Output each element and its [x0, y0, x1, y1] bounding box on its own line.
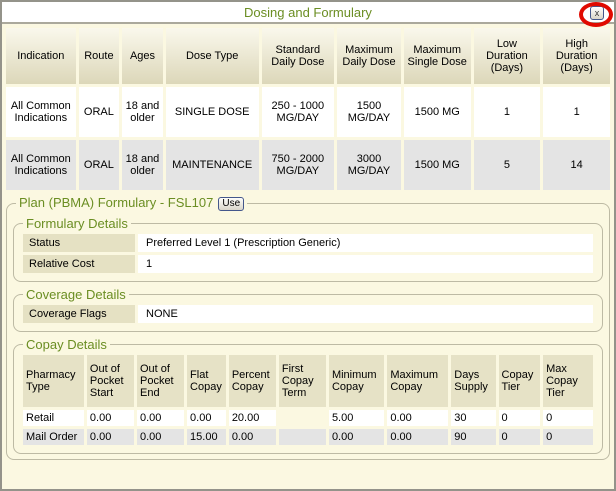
dosing-column-header: Standard Daily Dose	[262, 28, 335, 84]
dosing-column-header: Indication	[6, 28, 76, 84]
formulary-details-legend: Formulary Details	[26, 216, 128, 231]
copay-column-header: Minimum Copay	[329, 355, 384, 407]
dosing-column-header: Ages	[122, 28, 163, 84]
formulary-details-table	[20, 231, 596, 276]
cell: 5	[474, 140, 541, 190]
plan-formulary-legend	[16, 195, 247, 211]
copay-column-header: Percent Copay	[229, 355, 276, 407]
copay-table	[20, 352, 596, 448]
formulary-details-fieldset	[13, 216, 603, 282]
row-value: NONE	[138, 305, 593, 323]
cell: 0	[499, 410, 541, 426]
coverage-detail-row	[23, 305, 593, 323]
cell: 5.00	[329, 410, 384, 426]
cell: 0.00	[329, 429, 384, 445]
row-value: 1	[138, 255, 593, 273]
cell: Mail Order	[23, 429, 84, 445]
content-area	[2, 24, 614, 461]
copay-table-row	[23, 410, 593, 426]
cell: 0.00	[87, 410, 134, 426]
dosing-table-header-row	[6, 28, 610, 84]
cell: 1500 MG	[404, 87, 471, 137]
copay-column-header: Pharmacy Type	[23, 355, 84, 407]
page-title: Dosing and Formulary	[244, 5, 372, 20]
cell: 0.00	[229, 429, 276, 445]
cell: 0	[499, 429, 541, 445]
row-value: Preferred Level 1 (Prescription Generic)	[138, 234, 593, 252]
cell: 15.00	[187, 429, 226, 445]
cell: 0.00	[87, 429, 134, 445]
formulary-detail-row	[23, 234, 593, 252]
copay-column-header: Copay Tier	[499, 355, 541, 407]
close-icon: x	[594, 7, 600, 18]
cell	[279, 429, 326, 445]
cell: MAINTENANCE	[166, 140, 259, 190]
dosing-table-body	[6, 87, 610, 190]
cell: SINGLE DOSE	[166, 87, 259, 137]
cell: 3000 MG/DAY	[337, 140, 401, 190]
copay-details-fieldset	[13, 337, 603, 454]
cell: 0	[543, 429, 593, 445]
formulary-detail-row	[23, 255, 593, 273]
copay-column-header: Days Supply	[451, 355, 495, 407]
plan-formulary-title: Plan (PBMA) Formulary - FSL107	[19, 195, 214, 210]
cell: 0.00	[387, 429, 448, 445]
use-button[interactable]: Use	[218, 197, 244, 211]
cell: Retail	[23, 410, 84, 426]
dosing-column-header: High Duration (Days)	[543, 28, 610, 84]
coverage-details-fieldset	[13, 287, 603, 332]
cell: 1500 MG/DAY	[337, 87, 401, 137]
dosing-column-header: Maximum Daily Dose	[337, 28, 401, 84]
dosing-table	[3, 25, 613, 193]
cell: 0.00	[137, 429, 184, 445]
cell: All Common Indications	[6, 87, 76, 137]
cell: ORAL	[79, 140, 120, 190]
cell: ORAL	[79, 87, 120, 137]
cell: 0	[543, 410, 593, 426]
dosing-table-row	[6, 140, 610, 190]
row-label: Relative Cost	[23, 255, 135, 273]
titlebar	[2, 2, 614, 24]
cell: 250 - 1000 MG/DAY	[262, 87, 335, 137]
copay-column-header: Out of Pocket Start	[87, 355, 134, 407]
cell: 750 - 2000 MG/DAY	[262, 140, 335, 190]
cell: 1500 MG	[404, 140, 471, 190]
row-label: Coverage Flags	[23, 305, 135, 323]
copay-table-body	[23, 410, 593, 445]
copay-column-header: Flat Copay	[187, 355, 226, 407]
dosing-column-header: Dose Type	[166, 28, 259, 84]
dosing-table-row	[6, 87, 610, 137]
copay-column-header: Max Copay Tier	[543, 355, 593, 407]
coverage-details-legend: Coverage Details	[26, 287, 126, 302]
cell	[279, 410, 326, 426]
dosing-column-header: Maximum Single Dose	[404, 28, 471, 84]
copay-column-header: First Copay Term	[279, 355, 326, 407]
cell: 0.00	[137, 410, 184, 426]
coverage-details-table	[20, 302, 596, 326]
cell: 1	[543, 87, 610, 137]
cell: 90	[451, 429, 495, 445]
copay-details-legend: Copay Details	[26, 337, 107, 352]
cell: 20.00	[229, 410, 276, 426]
plan-formulary-fieldset	[6, 195, 610, 460]
dosing-column-header: Route	[79, 28, 120, 84]
copay-column-header: Maximum Copay	[387, 355, 448, 407]
copay-table-header-row	[23, 355, 593, 407]
copay-column-header: Out of Pocket End	[137, 355, 184, 407]
row-label: Status	[23, 234, 135, 252]
cell: 14	[543, 140, 610, 190]
cell: 18 and older	[122, 140, 163, 190]
cell: 0.00	[187, 410, 226, 426]
close-button[interactable]	[590, 6, 604, 20]
cell: 1	[474, 87, 541, 137]
cell: 18 and older	[122, 87, 163, 137]
cell: 30	[451, 410, 495, 426]
cell: All Common Indications	[6, 140, 76, 190]
copay-table-row	[23, 429, 593, 445]
dosing-column-header: Low Duration (Days)	[474, 28, 541, 84]
cell: 0.00	[387, 410, 448, 426]
